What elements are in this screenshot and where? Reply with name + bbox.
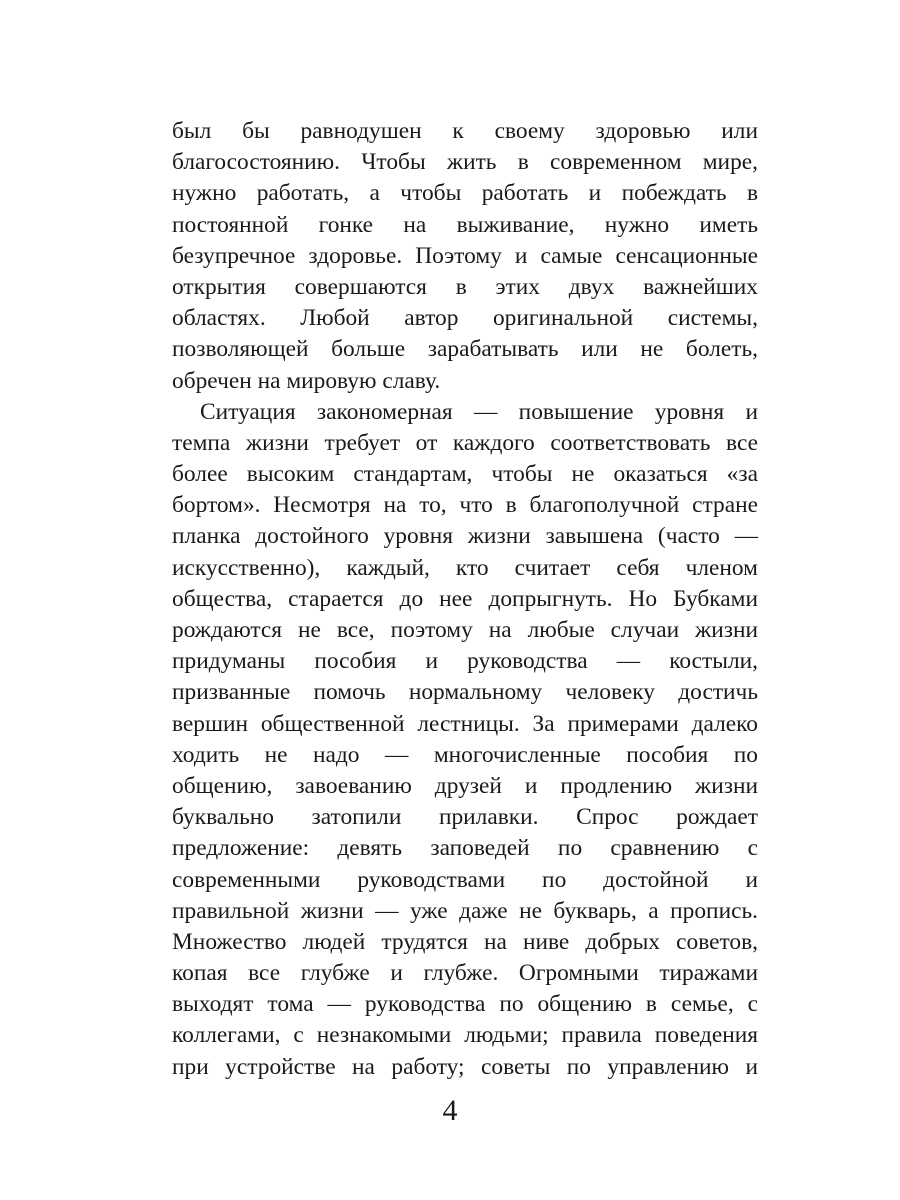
text-line: Ситуация закономерная — повышение уровня и: [200, 398, 758, 425]
page-number: 4: [442, 1094, 458, 1127]
text-line: открытия совершаются в этих двух важнейших: [172, 273, 758, 300]
text-line: Множество людей трудятся на ниве добрых советов,: [172, 928, 758, 955]
paragraph-2: [172, 397, 758, 1083]
text-line: придуманы пособия и руководства — костыли,: [172, 648, 758, 675]
text-line: безупречное здоровье. Поэтому и самые сенсационные: [172, 242, 758, 269]
text-line: обречен на мировую славу.: [172, 367, 441, 394]
text-line: копая все глубже и глубже. Огромными тиражами: [172, 960, 758, 987]
text-line: коллегами, с незнакомыми людьми; правила поведения: [172, 1022, 758, 1049]
text-line: общению, завоеванию друзей и продлению жизни: [172, 772, 758, 799]
text-line: был бы равнодушен к своему здоровью или: [172, 118, 758, 144]
text-line: благосостоянию. Чтобы жить в современном мире,: [172, 149, 758, 176]
text-line: буквально затопили прилавки. Спрос рождает: [172, 804, 758, 831]
text-line: ходить не надо — многочисленные пособия по: [172, 741, 758, 768]
text-line: темпа жизни требует от каждого соответствовать все: [172, 429, 758, 456]
text-line: предложение: девять заповедей по сравнению с: [172, 835, 758, 862]
text-line: более высоким стандартам, чтобы не оказаться «за: [172, 461, 758, 488]
text-line: нужно работать, а чтобы работать и побеждать в: [172, 180, 758, 207]
text-line: рождаются не все, поэтому на любые случаи жизни: [172, 617, 758, 643]
text-line: искусственно), каждый, кто считает себя членом: [172, 554, 758, 581]
paragraph-1: [172, 116, 758, 397]
text-line: вершин общественной лестницы. За примерами далеко: [172, 710, 758, 737]
text-line: призванные помочь нормальному человеку достичь: [172, 679, 758, 706]
body-text: [172, 116, 758, 1083]
text-line: при устройстве на работу; советы по управлению и: [172, 1053, 758, 1080]
text-line: планка достойного уровня жизни завышена (часто —: [172, 523, 758, 550]
text-line: областях. Любой автор оригинальной системы,: [172, 305, 758, 332]
text-line: общества, старается до нее допрыгнуть. Но Бубками: [172, 585, 758, 612]
text-line: выходят тома — руководства по общению в семье, с: [172, 991, 758, 1018]
text-line: современными руководствами по достойной и: [172, 866, 758, 893]
text-line: бортом». Несмотря на то, что в благополучной стране: [172, 492, 758, 519]
text-line: постоянной гонке на выживание, нужно иметь: [172, 211, 758, 238]
text-line: позволяющей больше зарабатывать или не болеть,: [172, 336, 758, 363]
text-line: правильной жизни — уже даже не букварь, а пропись.: [172, 897, 758, 924]
